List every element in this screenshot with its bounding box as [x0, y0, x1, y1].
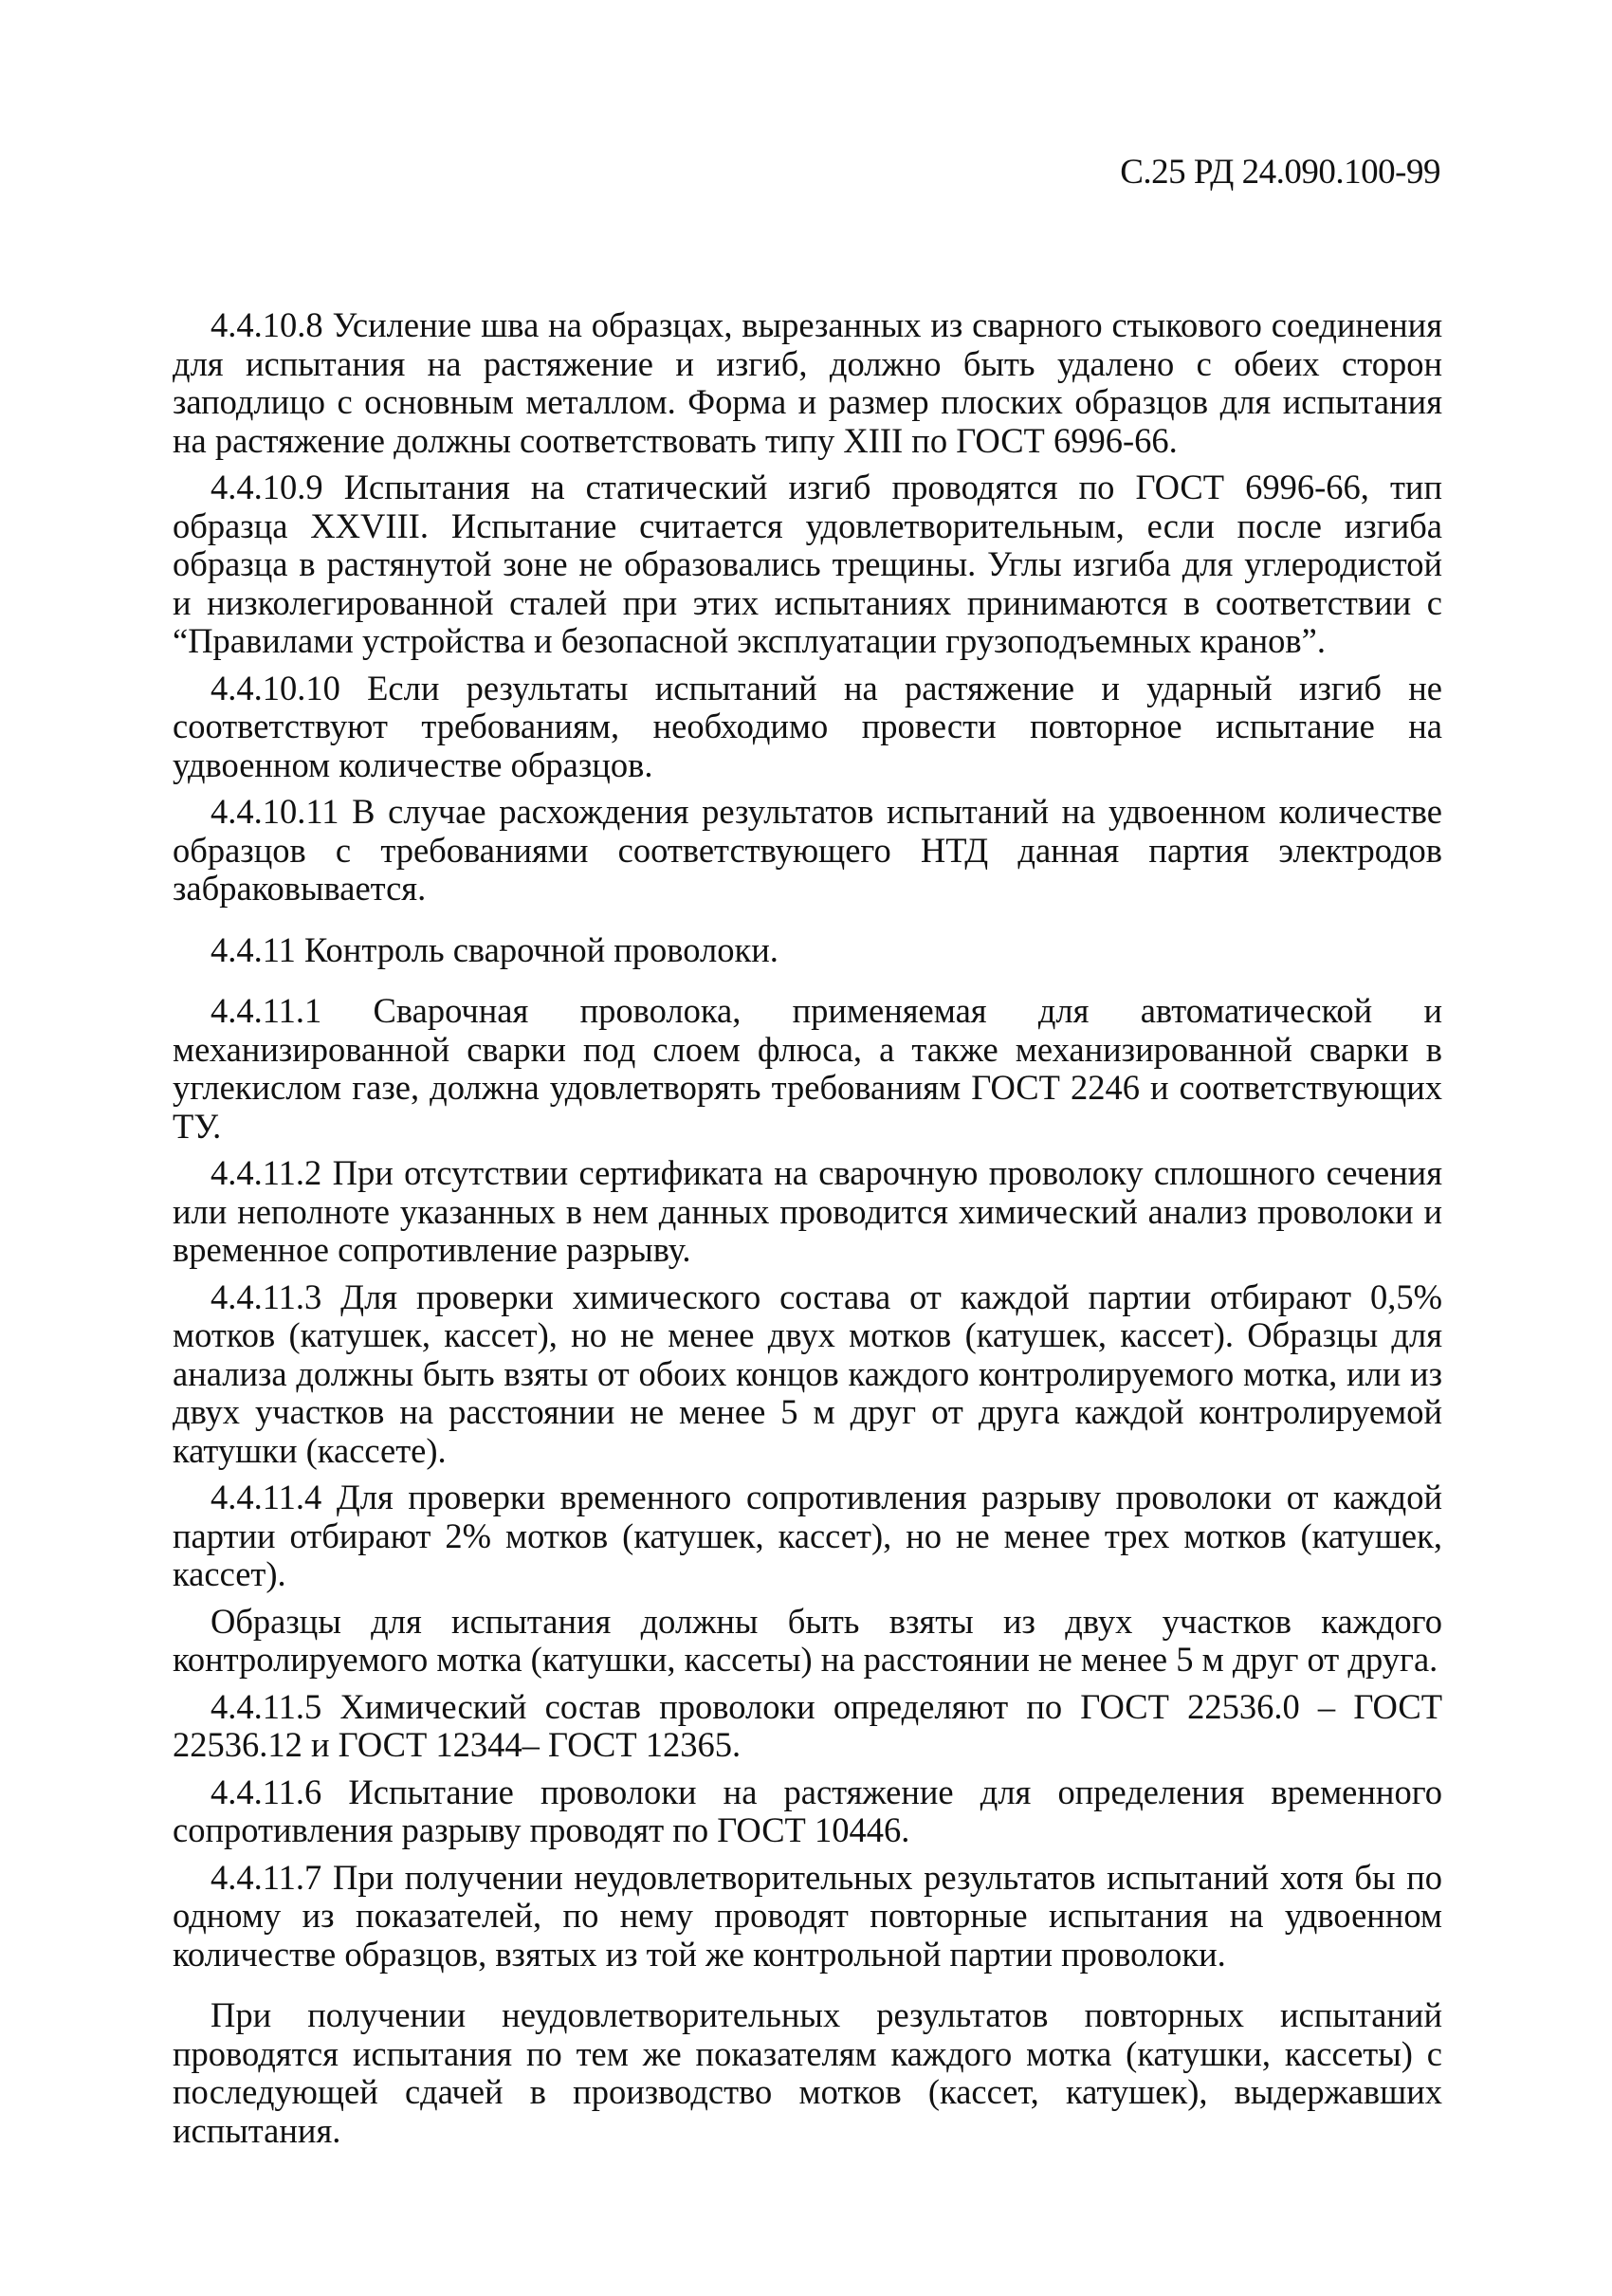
- paragraph-4-4-10-8: 4.4.10.8 Усиление шва на образцах, вырезанных из сварного стыкового соединения для испытания на растяжение и изгиб, должно быть удалено с обеих сторон заподлицо с основным металлом. Форма и размер плоских образцов для испытания на растяжение должны соответствовать типу XIII по ГОСТ 6996-66.: [173, 305, 1442, 460]
- paragraph-4-4-10-10: 4.4.10.10 Если результаты испытаний на растяжение и ударный изгиб не соответствуют требованиям, необходимо провести повторное испытание на удвоенном количестве образцов.: [173, 668, 1442, 784]
- paragraph-4-4-11-1: 4.4.11.1 Сварочная проволока, применяемая для автоматической и механизированной сварки под слоем флюса, а также механизированной сварки в углекислом газе, должна удовлетворять требованиям ГОСТ 2246 и соответствующих ТУ.: [173, 991, 1442, 1146]
- document-body: [173, 306, 1442, 2158]
- paragraph-samples-note: Образцы для испытания должны быть взяты из двух участков каждого контролируемого мотка (катушки, кассеты) на расстоянии не менее 5 м друг от друга.: [173, 1601, 1442, 1679]
- paragraph-4-4-11-7: 4.4.11.7 При получении неудовлетворительных результатов испытаний хотя бы по одному из показателей, по нему проводят повторные испытания на удвоенном количестве образцов, взятых из той же контрольной партии проволоки.: [173, 1857, 1442, 1974]
- paragraph-4-4-10-11: 4.4.10.11 В случае расхождения результатов испытаний на удвоенном количестве образцов с требованиями соответствующего НТД данная партия электродов забраковывается.: [173, 792, 1442, 908]
- paragraph-repeat-tests: При получении неудовлетворительных результатов повторных испытаний проводятся испытания по тем же показателям каждого мотка (катушки, кассеты) с последующей сдачей в производство мотков (кассет, катушек), выдержавших испытания.: [173, 1995, 1442, 2150]
- section-heading-4-4-11: 4.4.11 Контроль сварочной проволоки.: [211, 929, 779, 969]
- paragraph-4-4-11-5: 4.4.11.5 Химический состав проволоки определяют по ГОСТ 22536.0 – ГОСТ 22536.12 и ГОСТ 12344– ГОСТ 12365.: [173, 1686, 1442, 1764]
- paragraph-4-4-11-6: 4.4.11.6 Испытание проволоки на растяжение для определения временного сопротивления разрыву проводят по ГОСТ 10446.: [173, 1772, 1442, 1849]
- page-header: С.25 РД 24.090.100-99: [1120, 153, 1440, 192]
- paragraph-4-4-11-3: 4.4.11.3 Для проверки химического состава от каждой партии отбирают 0,5% мотков (катушек, кассет), но не менее двух мотков (катушек, кассет). Образцы для анализа должны быть взяты от обоих концов каждого контролируемого мотка, или из двух участков на расстоянии не менее 5 м друг от друга каждой контролируемой катушки (кассете).: [173, 1277, 1442, 1470]
- paragraph-4-4-11-2: 4.4.11.2 При отсутствии сертификата на сварочную проволоку сплошного сечения или неполноте указанных в нем данных проводится химический анализ проволоки и временное сопротивление разрыву.: [173, 1153, 1442, 1269]
- paragraph-4-4-10-9: 4.4.10.9 Испытания на статический изгиб проводятся по ГОСТ 6996-66, тип образца XXVIII. Испытание считается удовлетворительным, если после изгиба образца в растянутой зоне не образовались трещины. Углы изгиба для углеродистой и низколегированной сталей при этих испытаниях принимаются в соответствии с “Правилами устройства и безопасной эксплуатации грузоподъемных кранов”.: [173, 468, 1442, 660]
- paragraph-4-4-11-4: 4.4.11.4 Для проверки временного сопротивления разрыву проволоки от каждой партии отбирают 2% мотков (катушек, кассет), но не менее трех мотков (катушек, кассет).: [173, 1478, 1442, 1593]
